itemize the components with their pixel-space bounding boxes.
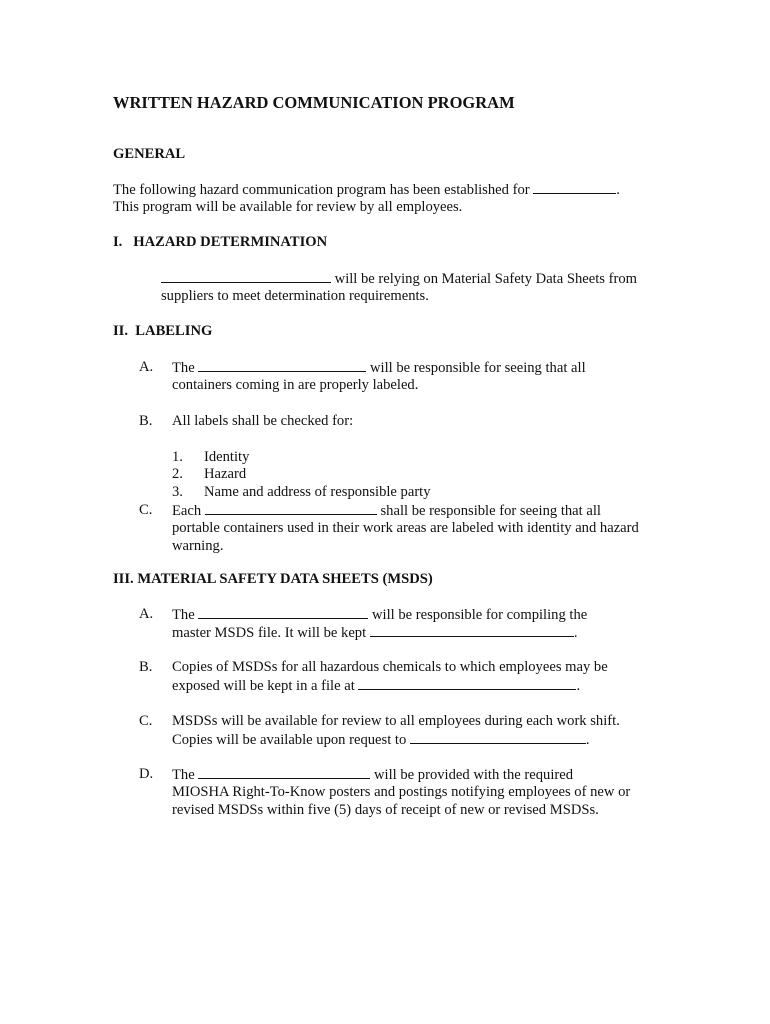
document-title: WRITTEN HAZARD COMMUNICATION PROGRAM <box>113 93 515 112</box>
section-2-b-line-1: All labels shall be checked for: <box>172 413 354 429</box>
general-line-1-end: . <box>616 182 620 198</box>
section-2-c-marker: C. <box>139 502 153 518</box>
section-3-a-marker: A. <box>139 606 154 622</box>
section-3-c-line-2-text: Copies will be available upon request to <box>172 732 407 748</box>
section-3-d-line-2: MIOSHA Right-To-Know posters and postings notifying employees of new or <box>172 784 631 800</box>
list-item-number: 3. <box>172 484 183 500</box>
section-3-a-pre: The <box>172 607 195 623</box>
hazard-determination-blank-field[interactable] <box>161 269 331 283</box>
msds-file-location-blank-field[interactable] <box>370 623 574 637</box>
section-3-heading: III. MATERIAL SAFETY DATA SHEETS (MSDS) <box>113 571 433 587</box>
section-3-c-line-2-end: . <box>585 732 590 748</box>
list-item-text: Identity <box>204 449 250 465</box>
section-3-b-line-1: Copies of MSDSs for all hazardous chemicals to which employees may be <box>172 659 608 675</box>
section-1-line-2: suppliers to meet determination requirements. <box>161 288 429 304</box>
labeling-responsible-blank-field[interactable] <box>198 358 366 372</box>
section-3-c-line-2 <box>172 730 590 749</box>
section-3-c-marker: C. <box>139 713 153 729</box>
section-2-a-post: will be responsible for seeing that all <box>370 360 586 376</box>
general-line-1-text: The following hazard communication program has been established for <box>113 182 530 198</box>
general-line-1 <box>113 180 620 199</box>
general-heading: GENERAL <box>113 146 186 162</box>
list-item-text: Hazard <box>204 466 247 482</box>
section-3-d-line-1 <box>172 765 573 784</box>
section-2-c-pre: Each <box>172 503 202 519</box>
list-item-number: 2. <box>172 466 183 482</box>
section-2-c-line-1 <box>172 501 601 520</box>
section-1-line-1 <box>161 269 637 288</box>
list-item-number: 1. <box>172 449 183 465</box>
section-3-d-marker: D. <box>139 766 154 782</box>
section-3-b-marker: B. <box>139 659 153 675</box>
section-3-b-line-2 <box>172 676 580 695</box>
section-3-d-post: will be provided with the required <box>374 767 574 783</box>
section-2-a-pre: The <box>172 360 195 376</box>
section-3-a-line-1 <box>172 605 587 624</box>
section-2-a-line-2: containers coming in are properly labeled. <box>172 377 419 393</box>
section-2-a-line-1 <box>172 358 586 377</box>
posters-provider-blank-field[interactable] <box>198 765 370 779</box>
general-line-2: This program will be available for review by all employees. <box>113 199 463 215</box>
section-3-a-line-2 <box>172 623 577 642</box>
section-3-c-line-1: MSDSs will be available for review to all employees during each work shift. <box>172 713 620 729</box>
section-3-a-line-2-end: . <box>573 625 578 641</box>
section-3-d-pre: The <box>172 767 195 783</box>
section-3-d-line-3: revised MSDSs within five (5) days of receipt of new or revised MSDSs. <box>172 802 599 818</box>
section-2-c-line-3: warning. <box>172 538 224 554</box>
section-1-heading: I. HAZARD DETERMINATION <box>113 234 328 250</box>
section-3-a-line-2-text: master MSDS file. It will be kept <box>172 625 367 641</box>
msds-copies-location-blank-field[interactable] <box>358 676 576 690</box>
organization-blank-field[interactable] <box>533 180 616 194</box>
msds-request-contact-blank-field[interactable] <box>410 730 586 744</box>
section-2-a-marker: A. <box>139 359 154 375</box>
list-item-text: Name and address of responsible party <box>204 484 431 500</box>
portable-containers-blank-field[interactable] <box>205 501 377 515</box>
section-2-heading: II. LABELING <box>113 323 213 339</box>
section-2-c-post: shall be responsible for seeing that all <box>380 503 601 519</box>
section-3-b-line-2-text: exposed will be kept in a file at <box>172 678 355 694</box>
msds-compiler-blank-field[interactable] <box>198 605 368 619</box>
section-1-line-1-text: will be relying on Material Safety Data Sheets from <box>334 271 637 287</box>
section-3-b-line-2-end: . <box>576 678 581 694</box>
section-2-b-marker: B. <box>139 413 153 429</box>
section-2-c-line-2: portable containers used in their work areas are labeled with identity and hazard <box>172 520 639 536</box>
section-3-a-post: will be responsible for compiling the <box>372 607 588 623</box>
